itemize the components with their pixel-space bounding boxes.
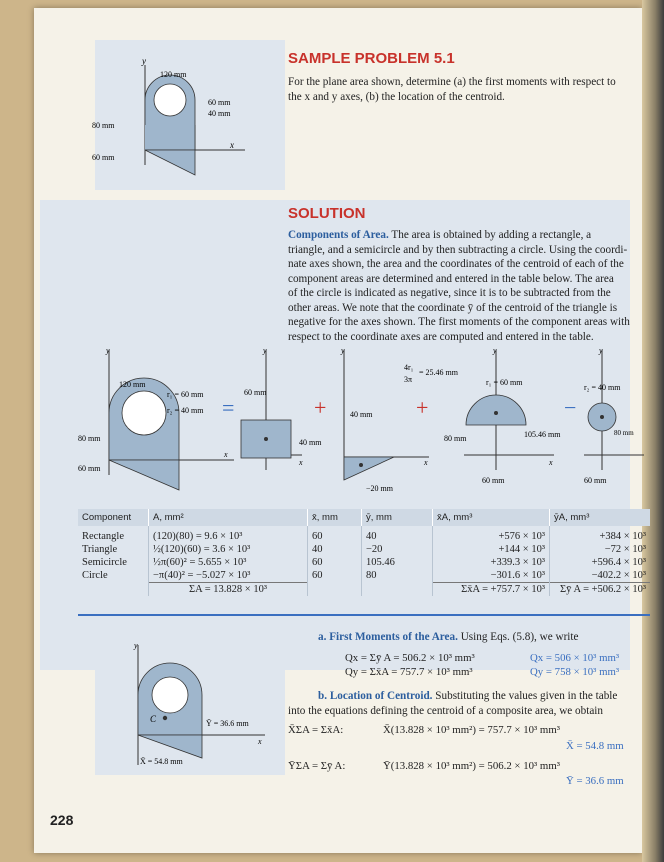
col-area: A, mm²	[149, 509, 308, 526]
dim-rect-60: 60 mm	[244, 388, 267, 397]
ybar-eq-left: ȲΣA = Σȳ A:	[288, 760, 346, 772]
page-edge-shadow	[642, 0, 664, 862]
plus-sign: +	[314, 395, 327, 420]
part-b-intro: b. Location of Centroid. Substituting the values given in the table into the equations defining the centroid of a composite area, we obtain	[288, 690, 618, 717]
qx-answer: Qx = 506 × 10³ mm³	[530, 652, 620, 664]
svg-text:x: x	[258, 737, 262, 746]
svg-text:y: y	[263, 346, 267, 355]
ybar-answer: Ȳ = 36.6 mm	[566, 775, 624, 787]
y-axis-label: y	[142, 56, 146, 66]
qy-answer: Qy = 758 × 10³ mm³	[530, 666, 620, 678]
solution-text: Components of Area. The area is obtained by adding a rectangle, a triangle, and a semicircle and by then subtracting a circle. Using the coordi- nate axes shown, the area and the coordinates of the centroid of each of the component areas are determined and entered in the table below. The area of the circle is indicated as negative, since it is to be subtracted from the other areas. We note that the coordinate ȳ of the centroid of the triangle is negative for the axes shown. The first moments of the component areas with respect to the coordinate axes are computed and entered in the table.	[288, 229, 630, 343]
col-ybar-a: ȳA, mm³	[550, 509, 651, 526]
col-ybar: ȳ, mm	[362, 509, 433, 526]
dim-105-46: 105.46 mm	[524, 430, 561, 439]
minus-sign: −	[564, 395, 577, 420]
problem-statement: For the plane area shown, determine (a) the first moments with respect to the x and y axes, (b) the location of the centroid.	[288, 76, 616, 103]
qy-equation: Qy = Σx̄A = 757.7 × 10³ mm³	[345, 666, 473, 678]
problem-title: SAMPLE PROBLEM 5.1	[288, 50, 455, 67]
dim-80: 80 mm	[78, 434, 101, 443]
svg-text:x: x	[549, 458, 553, 467]
table-row: Triangle ½(120)(60) = 3.6 × 10³ 40 −20 +144 × 10³ −72 × 10³	[78, 543, 650, 556]
centroid-label: C	[150, 714, 157, 724]
svg-text:y: y	[493, 346, 497, 355]
dim-semi-60: 60 mm	[482, 476, 505, 485]
svg-text:x: x	[424, 458, 428, 467]
dim-circ-60: 60 mm	[584, 476, 607, 485]
table-rule	[78, 614, 650, 616]
solution-title: SOLUTION	[288, 205, 366, 222]
table-row: Rectangle (120)(80) = 9.6 × 10³ 60 40 +576 × 10³ +384 × 10³	[78, 526, 650, 543]
xbar-eq-left: X̄ΣA = Σx̄A:	[288, 724, 344, 736]
col-component: Component	[78, 509, 149, 526]
ybar-dim: Ȳ = 36.6 mm	[206, 719, 249, 728]
dim-80: 80 mm	[92, 121, 115, 130]
xbar-dim: X̄ = 54.8 mm	[140, 757, 183, 766]
dim-r1: r₁ = 60 mm	[167, 390, 204, 399]
col-xbar: x̄, mm	[308, 509, 362, 526]
dim-circ-80: 80 mm	[614, 429, 634, 437]
centroid-figure	[100, 640, 290, 770]
dim-tri-m20: −20 mm	[366, 484, 393, 493]
table-totals-row: ΣA = 13.828 × 10³ Σx̄A = +757.7 × 10³ Σȳ A = +506.2 × 10³	[78, 583, 650, 597]
dim-25-46: = 25.46 mm	[419, 368, 458, 377]
dim-120: 120 mm	[119, 380, 146, 389]
table-header-row	[78, 509, 650, 526]
dim-circ-r2: r₂ = 40 mm	[584, 383, 621, 392]
dim-60: 60 mm	[78, 464, 101, 473]
table-row: Circle −π(40)² = −5.027 × 10³ 60 80 −301.6 × 10³ −402.2 × 10³	[78, 569, 650, 583]
xbar-answer: X̄ = 54.8 mm	[566, 740, 624, 752]
dim-3pi: 3π	[404, 375, 413, 384]
dim-r40: 40 mm	[208, 109, 231, 118]
dim-r60: 60 mm	[208, 98, 231, 107]
xbar-eq-right: X̄(13.828 × 10³ mm²) = 757.7 × 10³ mm³	[383, 724, 560, 736]
svg-text:y: y	[134, 641, 138, 650]
dim-semi-r1: r₁ = 60 mm	[486, 378, 523, 387]
dim-120: 120 mm	[160, 70, 187, 79]
dim-tri-40: 40 mm	[350, 410, 373, 419]
svg-text:x: x	[224, 450, 228, 459]
dim-4r1: 4r₁	[404, 363, 414, 372]
dim-semi-80: 80 mm	[444, 434, 467, 443]
page-number: 228	[50, 812, 74, 828]
svg-text:y: y	[599, 346, 603, 355]
dim-60: 60 mm	[92, 153, 115, 162]
col-xbar-a: x̄A, mm³	[433, 509, 550, 526]
part-a-intro: a. First Moments of the Area. Using Eqs. (5.8), we write	[318, 631, 579, 643]
svg-text:x: x	[299, 458, 303, 467]
plus-sign-2: +	[416, 395, 429, 420]
ybar-eq-right: Ȳ(13.828 × 10³ mm²) = 506.2 × 10³ mm³	[383, 760, 560, 772]
equals-sign: =	[222, 395, 235, 420]
svg-text:y: y	[106, 346, 110, 355]
svg-text:y: y	[341, 346, 345, 355]
dim-r2: r₂ = 40 mm	[167, 406, 204, 415]
qx-equation: Qx = Σȳ A = 506.2 × 10³ mm³	[345, 652, 475, 664]
table-row: Semicircle ½π(60)² = 5.655 × 10³ 60 105.46 +339.3 × 10³ +596.4 × 10³	[78, 556, 650, 569]
dim-rect-40: 40 mm	[299, 438, 322, 447]
problem-figure	[90, 50, 290, 180]
decomposition-figure	[44, 345, 644, 495]
x-axis-label: x	[230, 140, 234, 150]
components-table	[78, 509, 650, 596]
